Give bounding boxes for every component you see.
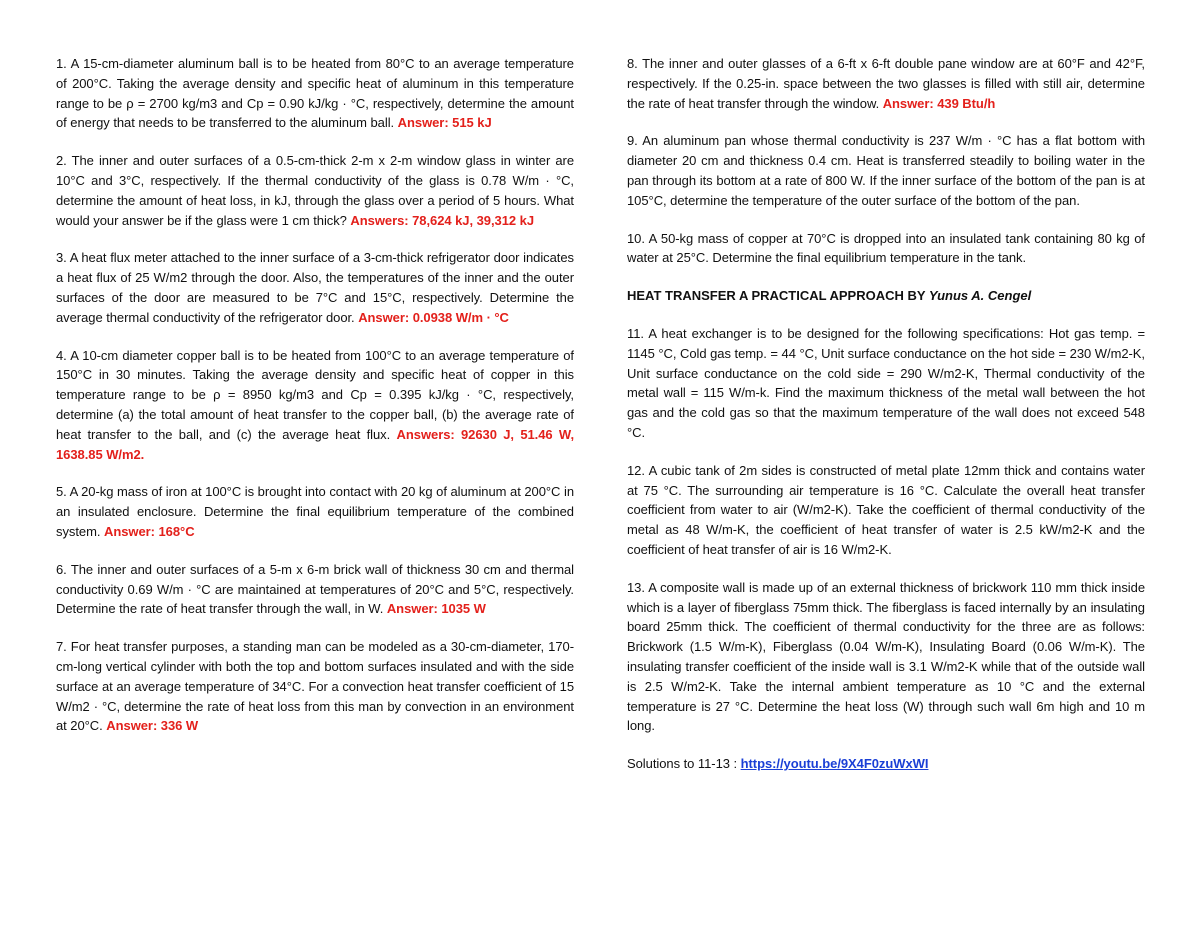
problem-text: 3. A heat flux meter attached to the inner surface of a 3-cm-thick refrigerator door indicates a heat flux of 25 W/m2 through the door. Also, the temperatures of the inner and the outer surfaces of the door are measured to be 7°C and 15°C, respectively. Determine the average thermal conductivity of the refrigerator door.: [56, 250, 574, 325]
answer-text: Answer: 439 Btu/h: [882, 95, 996, 111]
heading-author: Yunus A. Cengel: [928, 288, 1032, 304]
problem-text: 11. A heat exchanger is to be designed for the following specifications: Hot gas temp. = 1145 °C, Cold gas temp. = 44 °C, Unit surface conductance on the hot side = 230 W/m2-K, Unit surface conductance on the cold side = 290 W/m2-K, Thermal conductivity of the metal wall = 115 W/m-k. Find the maximum thickness of the metal wall between the hot gas and the cold gas so that the maximum temperature of the wall does not exceed 548 °C.: [627, 325, 1145, 440]
problem-4: [56, 346, 574, 465]
heading-title: HEAT TRANSFER A PRACTICAL APPROACH BY: [627, 288, 929, 304]
problem-7: [56, 637, 574, 736]
problem-text: 10. A 50-kg mass of copper at 70°C is dropped into an insulated tank containing 80 kg of water at 25°C. Determine the final equilibrium temperature in the tank.: [627, 230, 1145, 266]
answer-text: Answers: 78,624 kJ, 39,312 kJ: [350, 212, 534, 228]
problem-text: 5. A 20-kg mass of iron at 100°C is brought into contact with 20 kg of aluminum at 200°C in an insulated enclosure. Determine the final equilibrium temperature of the combined system.: [56, 484, 574, 539]
problem-text: 8. The inner and outer glasses of a 6-ft x 6-ft double pane window are at 60°F and 42°F, respectively. If the 0.25-in. space between the two glasses is filled with still air, determine the rate of heat transfer through the window.: [627, 56, 1145, 111]
solutions-label: Solutions to 11-13 :: [627, 756, 741, 772]
problem-text: 6. The inner and outer surfaces of a 5-m x 6-m brick wall of thickness 30 cm and thermal conductivity 0.69 W/m · °C are maintained at temperatures of 20°C and 5°C, respectively. Determine the rate of heat transfer through the wall, in W.: [56, 561, 574, 617]
problem-text: 1. A 15-cm-diameter aluminum ball is to be heated from 80°C to an average temperature of 200°C. Taking the average density and specific heat of aluminum in this temperature range to be ρ = 2700 kg/m3 and Cp = 0.90 kJ/kg · °C, respectively, determine the amount of energy that needs to be transferred to the aluminum ball.: [56, 56, 574, 131]
problem-5: [56, 482, 574, 541]
problem-6: [56, 560, 574, 619]
answer-text: Answer: 515 kJ: [397, 115, 492, 131]
problem-text: 7. For heat transfer purposes, a standing man can be modeled as a 30-cm-diameter, 170-cm-long vertical cylinder with both the top and bottom surfaces insulated and with the side surface at an average temperature of 34°C. For a convection heat transfer coefficient of 15 W/m2 · °C, determine the rate of heat loss from this man by convection in an environment at 20°C.: [56, 639, 574, 734]
left-column: [56, 54, 574, 754]
section-heading: [627, 286, 1145, 306]
problem-10: [627, 229, 1145, 269]
answer-text: Answers: 92630 J, 51.46 W, 1638.85 W/m2.: [56, 426, 575, 462]
problem-3: [56, 248, 574, 327]
answer-text: Answer: 336 W: [106, 718, 199, 734]
problem-1: [56, 54, 574, 133]
problem-12: [627, 461, 1145, 560]
problem-text: 4. A 10-cm diameter copper ball is to be heated from 100°C to an average temperature of 150°C in 30 minutes. Taking the average density and specific heat of copper in this temperature range to be ρ = 8950 kg/m3 and Cp = 0.395 kJ/kg · °C, respectively, determine (a) the total amount of heat transfer to the copper ball, (b) the average rate of heat transfer to the ball, and (c) the average heat flux.: [56, 347, 574, 442]
problem-9: [627, 131, 1145, 210]
answer-text: Answer: 0.0938 W/m · °C: [358, 309, 509, 325]
problem-text: 9. An aluminum pan whose thermal conductivity is 237 W/m · °C has a flat bottom with diameter 20 cm and thickness 0.4 cm. Heat is transferred steadily to boiling water in the pan through its bottom at a rate of 800 W. If the inner surface of the bottom of the pan is at 105°C, determine the temperature of the outer surface of the bottom of the pan.: [627, 133, 1145, 208]
answer-text: Answer: 1035 W: [386, 601, 486, 617]
solutions-link[interactable]: https://youtu.be/9X4F0zuWxWI: [740, 756, 929, 772]
problem-text: 2. The inner and outer surfaces of a 0.5-cm-thick 2-m x 2-m window glass in winter are 10°C and 3°C, respectively. If the thermal conductivity of the glass is 0.78 W/m · °C, determine the amount of heat loss, in kJ, through the glass over a period of 5 hours. What would your answer be if the glass were 1 cm thick?: [56, 153, 574, 228]
problem-13: [627, 578, 1145, 736]
solutions-line: [627, 754, 1145, 774]
answer-text: Answer: 168°C: [104, 523, 195, 539]
problem-text: 13. A composite wall is made up of an external thickness of brickwork 110 mm thick inside which is a layer of fiberglass 75mm thick. The fiberglass is faced internally by an insulating board 25mm thick. The coefficient of thermal conductivity for the three are as follows: Brickwork (1.5 W/m-K), Fiberglass (0.04 W/m-K), Insulating Board (0.06 W/m-K). The insulating transfer coefficient of the inside wall is 3.1 W/m2-K while that of the outside wall is 2.5 W/m2-K. Take the internal ambient temperature as 10 °C and the external temperature is 27 °C. Determine the heat loss (W) through such wall 6m high and 10 m long.: [627, 579, 1145, 734]
problem-8: [627, 54, 1145, 113]
problem-11: [627, 324, 1145, 443]
problem-text: 12. A cubic tank of 2m sides is constructed of metal plate 12mm thick and contains water at 75 °C. The surrounding air temperature is 16 °C. Calculate the overall heat transfer coefficient from water to air (W/m2-K). Take the coefficient of thermal conductivity of the metal as 48 W/m-K, the coefficient of heat transfer of water is 2.5 kW/m2-K and the coefficient of heat transfer of air is 16 W/m2-K.: [627, 462, 1145, 557]
problem-2: [56, 151, 574, 230]
right-column: [627, 54, 1145, 792]
